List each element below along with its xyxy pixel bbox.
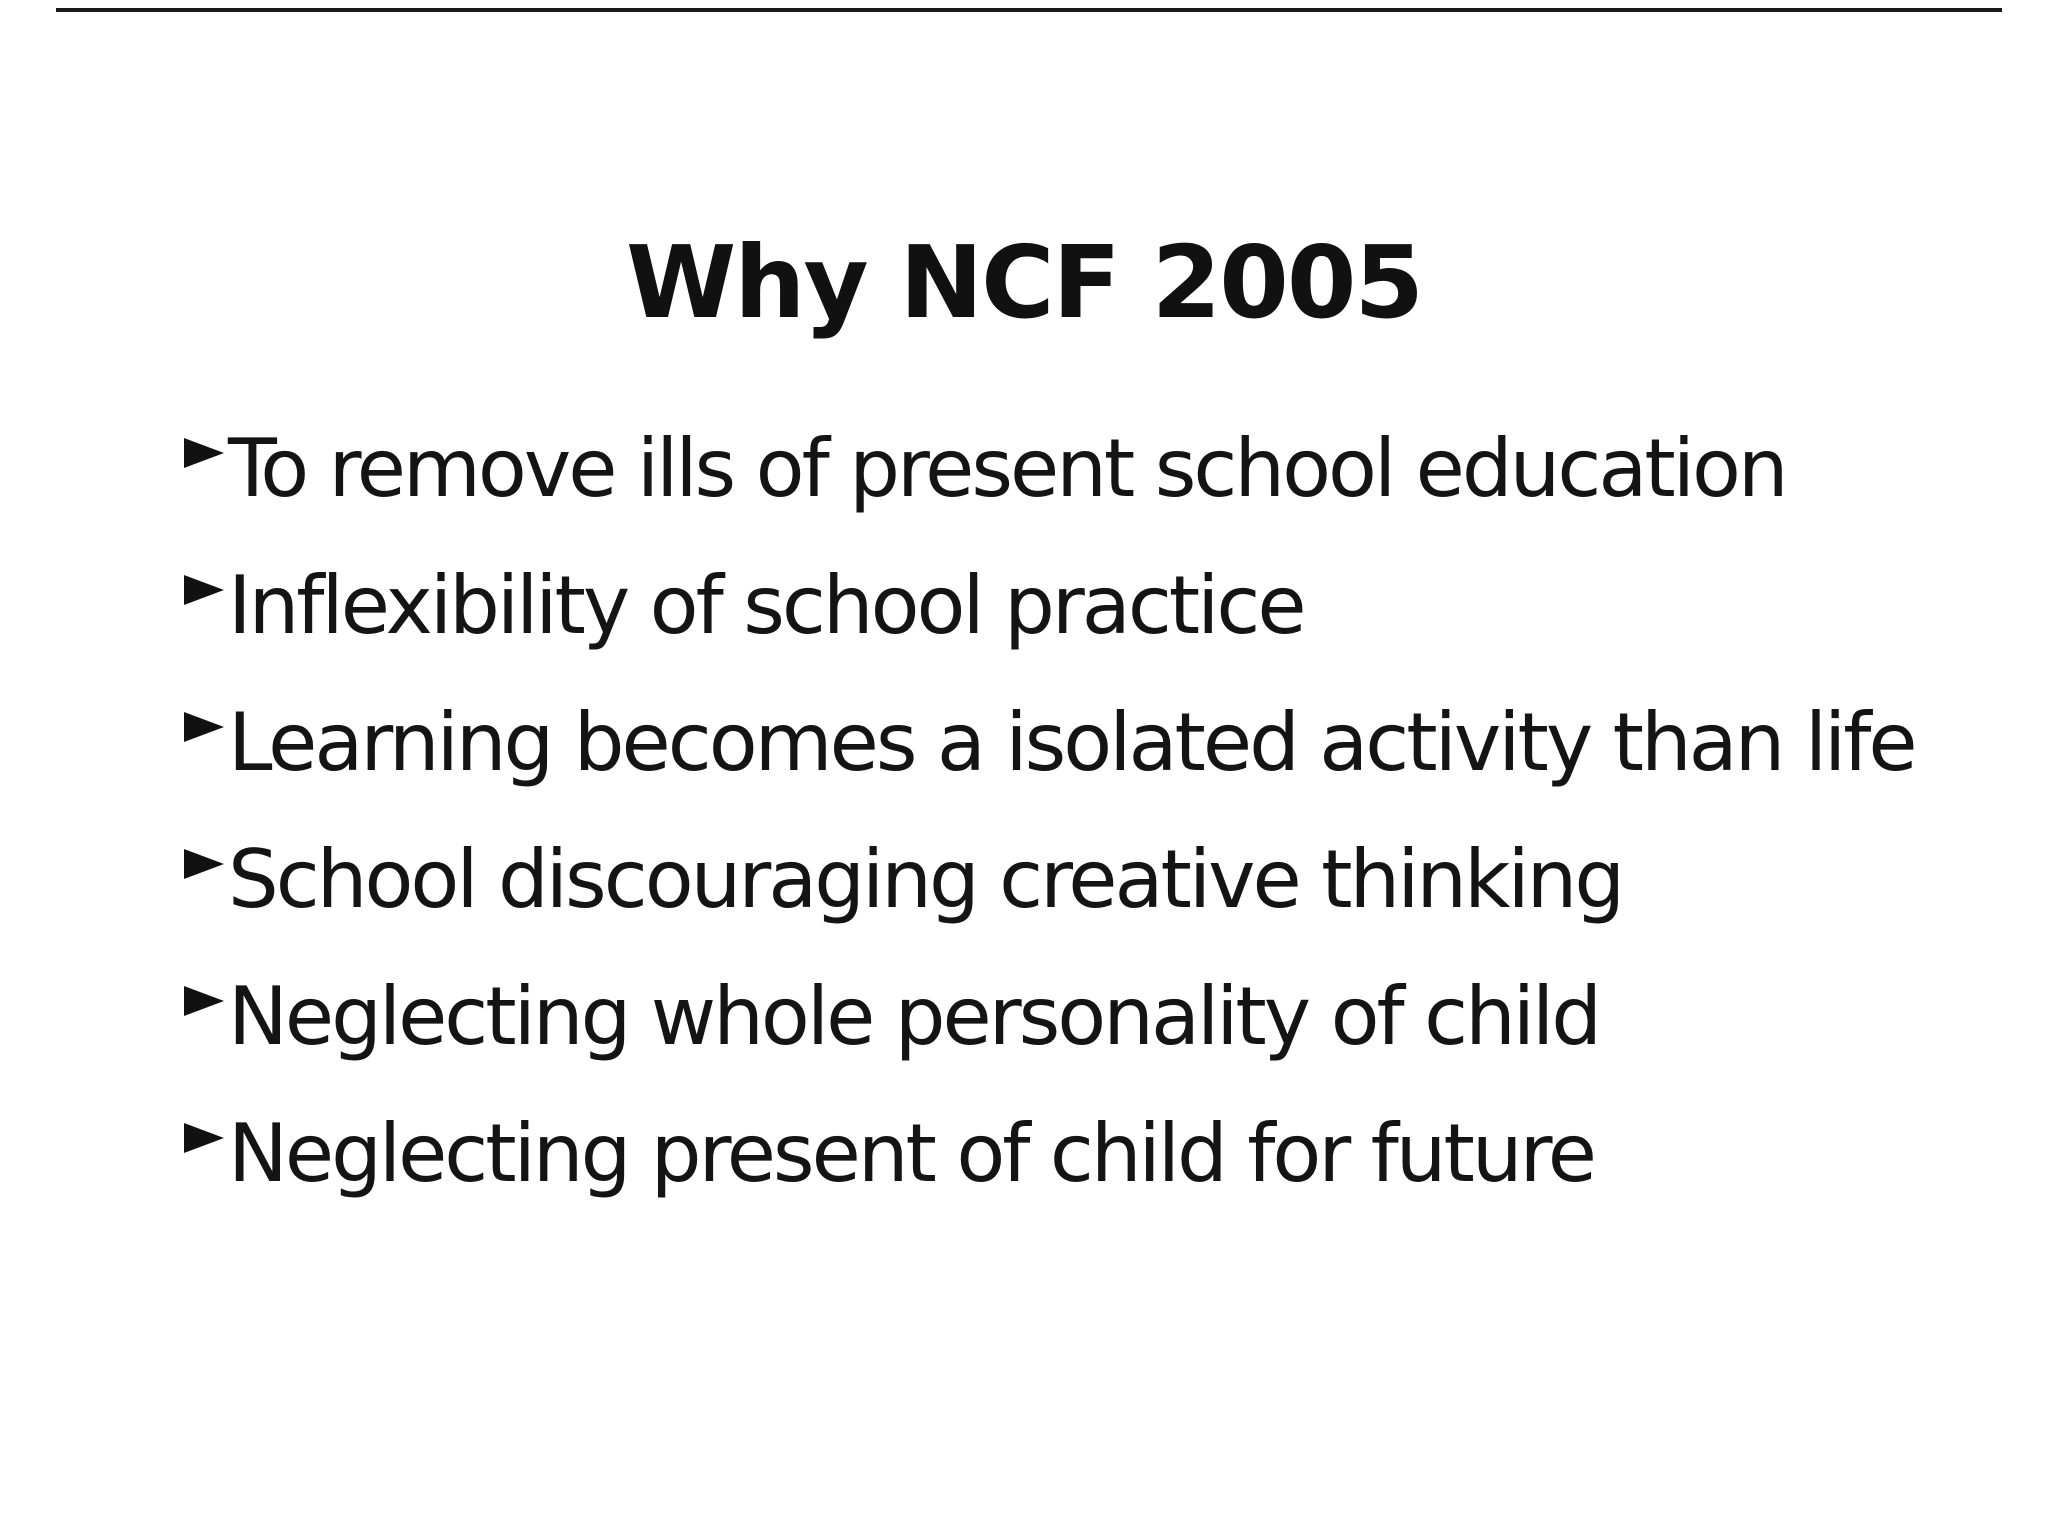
triangle-right-icon	[184, 712, 224, 742]
triangle-right-icon	[184, 1123, 224, 1153]
bullet-text: Inflexibility of school practice	[228, 558, 1304, 652]
triangle-right-icon	[184, 575, 224, 605]
bullet-text: Learning becomes a isolated activity than life	[228, 695, 1915, 789]
list-item	[184, 674, 2024, 811]
top-divider-line	[56, 8, 2002, 12]
bullet-list	[184, 400, 2024, 1222]
list-item	[184, 811, 2024, 948]
triangle-right-icon	[184, 438, 224, 468]
triangle-right-icon	[184, 849, 224, 879]
list-item	[184, 400, 2024, 537]
bullet-text: School discouraging creative thinking	[228, 832, 1623, 926]
bullet-text: To remove ills of present school education	[228, 421, 1786, 515]
list-item	[184, 537, 2024, 674]
bullet-text: Neglecting whole personality of child	[228, 969, 1600, 1063]
bullet-text: Neglecting present of child for future	[228, 1106, 1594, 1200]
list-item	[184, 948, 2024, 1085]
slide-title: Why NCF 2005	[625, 224, 1423, 341]
triangle-right-icon	[184, 986, 224, 1016]
list-item	[184, 1085, 2024, 1222]
